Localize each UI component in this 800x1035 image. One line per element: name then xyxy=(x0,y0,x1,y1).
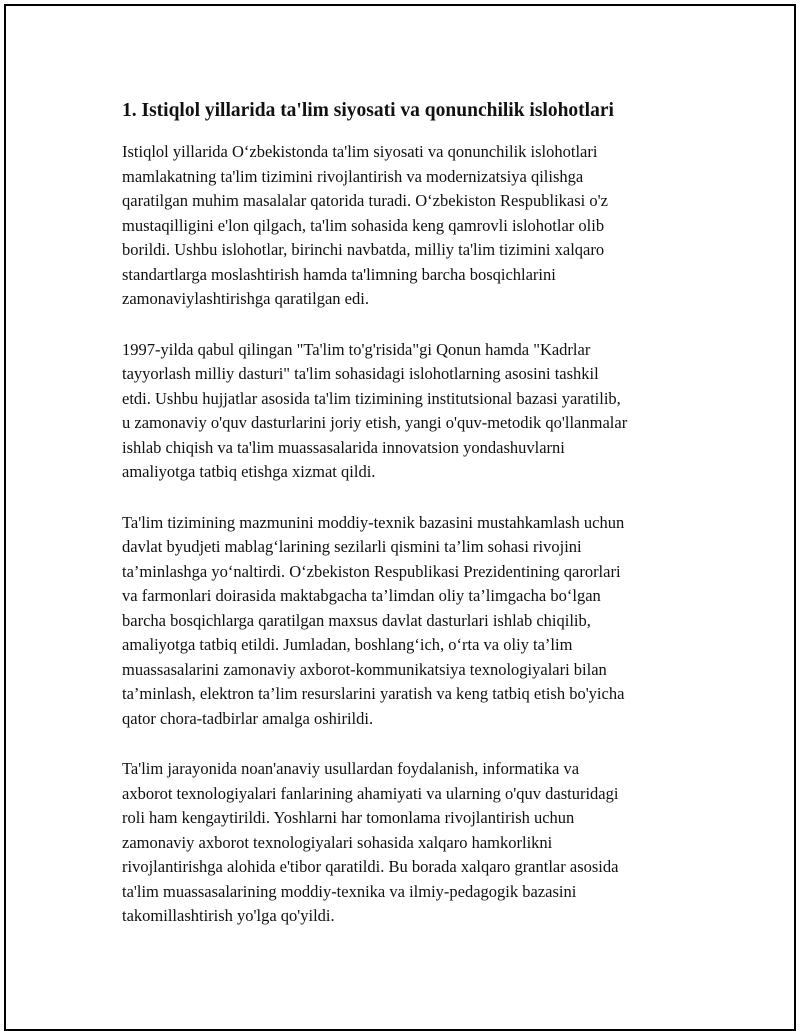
paragraph-line: zamonaviy axborot texnologiyalari sohasida xalqaro hamkorlikni xyxy=(122,832,553,852)
paragraph-line: roli ham kengaytirildi. Yoshlarni har tomonlama rivojlantirish uchun xyxy=(122,808,575,827)
paragraph-line: barcha bosqichlarga qaratilgan maxsus davlat dasturlari ishlab chiqilib, xyxy=(122,610,591,630)
paragraph-line: etdi. Ushbu hujjatlar asosida ta'lim tizimining institutsional bazasi yaratilib, xyxy=(122,388,621,408)
paragraph-line: axborot texnologiyalari fanlarining ahamiyati va ularning o'quv dasturidagi xyxy=(122,783,619,803)
paragraph-line: amaliyotga tatbiq etildi. Jumladan, boshlang‘ich, o‘rta va oliy ta’lim xyxy=(122,635,573,654)
paragraph-line: davlat byudjeti mablag‘larining sezilarli qismini ta’lim sohasi rivojini xyxy=(122,537,582,556)
paragraph-line: mamlakatning ta'lim tizimini rivojlantirish va modernizatsiya qilishga xyxy=(122,166,584,186)
paragraph-line: Ta'lim jarayonida noan'anaviy usullardan foydalanish, informatika va xyxy=(122,759,580,778)
paragraph-line: ishlab chiqish va ta'lim muassasalarida innovatsion yondashuvlarni xyxy=(122,437,565,457)
paragraph-line: borildi. Ushbu islohotlar, birinchi navbatda, milliy ta'lim tizimini xalqaro xyxy=(122,240,605,259)
paragraph-line: va farmonlari doirasida maktabgacha ta’limdan oliy ta’limgacha bo‘lgan xyxy=(122,586,601,605)
paragraph-line: tayyorlash milliy dasturi" ta'lim sohasidagi islohotlarning asosini tashkil xyxy=(122,364,599,383)
paragraph-line: muassasalarini zamonaviy axborot-kommunikatsiya texnologiyalari bilan xyxy=(122,659,607,679)
paragraph-line: rivojlantirishga alohida e'tibor qaratildi. Bu borada xalqaro grantlar asosida xyxy=(122,857,619,876)
paragraph-2 xyxy=(122,338,694,485)
paragraph-line: qaratilgan muhim masalalar qatorida turadi. O‘zbekiston Respublikasi o'z xyxy=(122,191,608,210)
section-heading: 1. Istiqlol yillarida ta'lim siyosati va qonunchilik islohotlari xyxy=(122,100,614,121)
paragraph-line: ta’minlash, elektron ta’lim resurslarini yaratish va keng tatbiq etish bo'yicha xyxy=(122,684,625,703)
paragraph-line: zamonaviylashtirishga qaratilgan edi. xyxy=(122,289,369,308)
paragraph-1 xyxy=(122,140,694,312)
paragraph-line: qator chora-tadbirlar amalga oshirildi. xyxy=(122,708,374,728)
paragraph-line: Ta'lim tizimining mazmunini moddiy-texnik bazasini mustahkamlash uchun xyxy=(122,512,625,532)
paragraph-line: mustaqilligini e'lon qilgach, ta'lim sohasida keng qamrovli islohotlar olib xyxy=(122,215,605,235)
paragraph-line: ta’minlashga yo‘naltirdi. O‘zbekiston Respublikasi Prezidentining qarorlari xyxy=(122,561,621,581)
document-page xyxy=(4,4,796,1031)
paragraph-line: u zamonaviy o'quv dasturlarini joriy etish, yangi o'quv-metodik qo'llanmalar xyxy=(122,413,628,432)
paragraph-4 xyxy=(122,757,694,929)
paragraph-line: takomillashtirish yo'lga qo'yildi. xyxy=(122,906,335,925)
paragraph-line: 1997-yilda qabul qilingan "Ta'lim to'g'risida"gi Qonun hamda "Kadrlar xyxy=(122,339,591,359)
paragraph-line: Istiqlol yillarida O‘zbekistonda ta'lim siyosati va qonunchilik islohotlari xyxy=(122,142,598,161)
paragraph-line: standartlarga moslashtirish hamda ta'limning barcha bosqichlarini xyxy=(122,264,556,284)
document-content xyxy=(122,94,694,955)
paragraph-3 xyxy=(122,511,694,732)
paragraph-line: amaliyotga tatbiq etishga xizmat qildi. xyxy=(122,462,376,481)
paragraph-line: ta'lim muassasalarining moddiy-texnika va ilmiy-pedagogik bazasini xyxy=(122,881,577,901)
